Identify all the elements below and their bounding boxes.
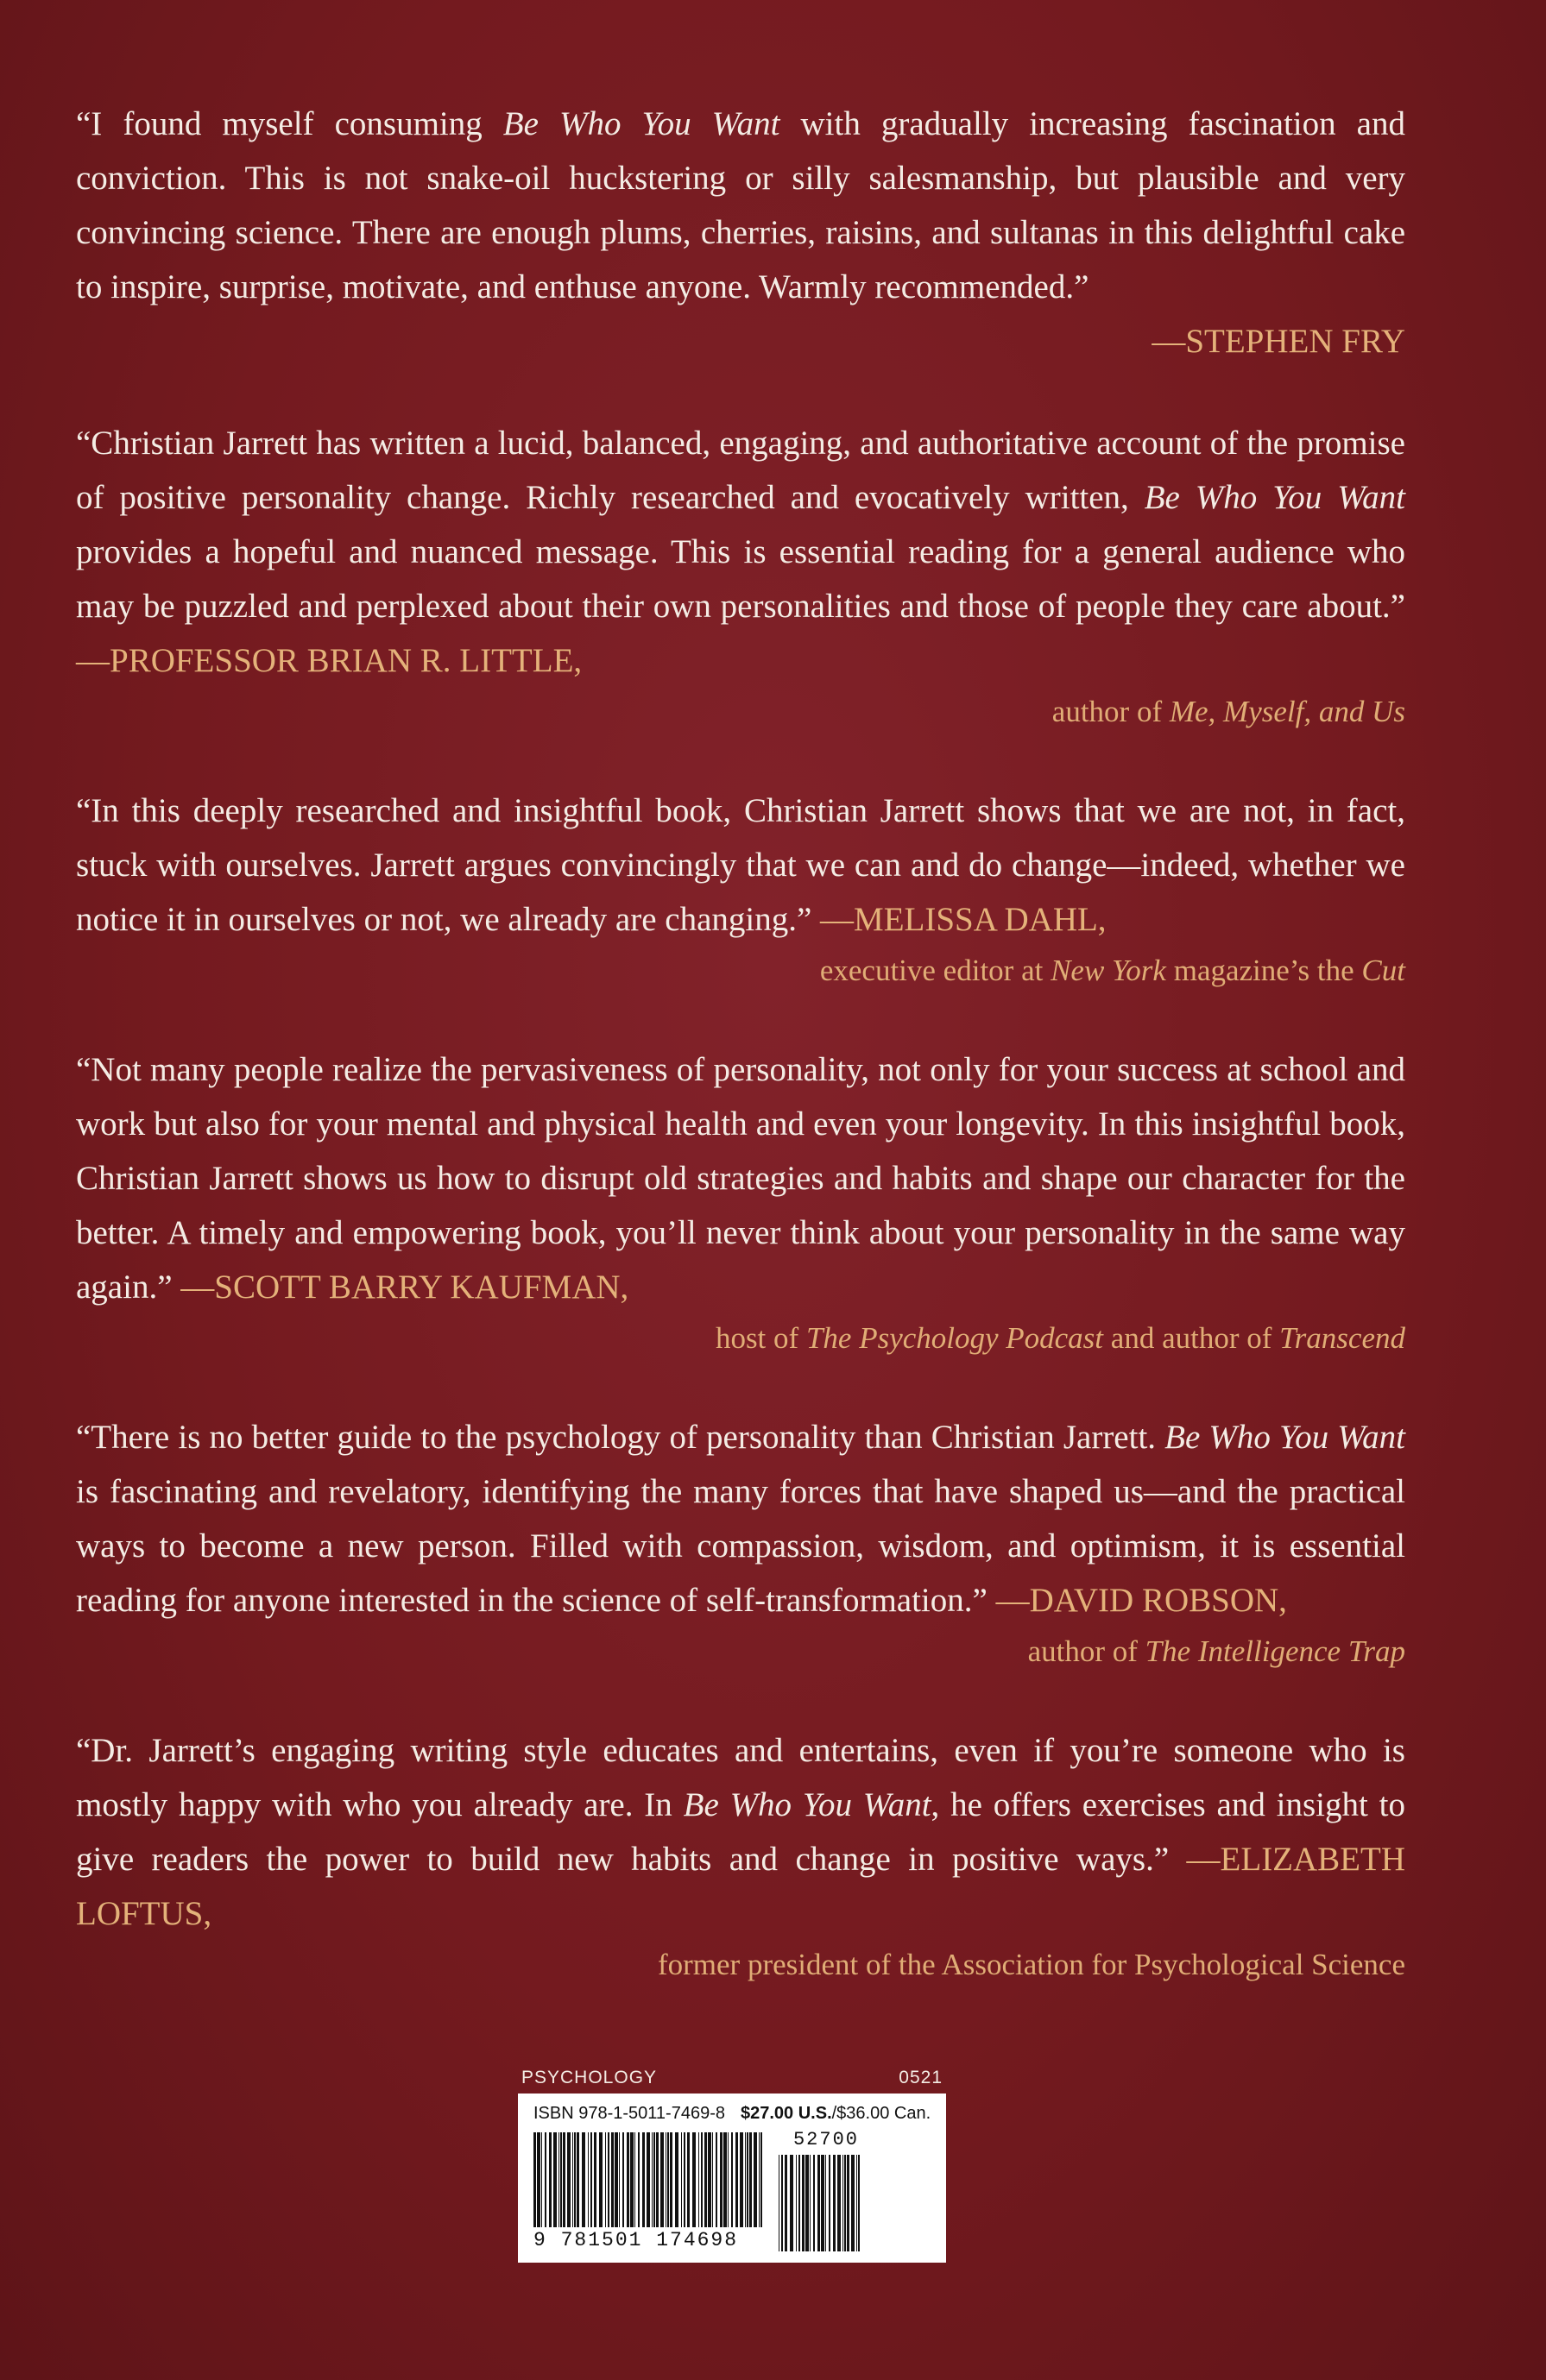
barcode-stripe — [533, 2132, 536, 2227]
barcode-stripe — [572, 2132, 573, 2227]
blurb-text: “Dr. Jarrett’s engaging writing style educates and entertains, even if you’re someone who is mostly happy with who you already are. In Be Who You Want, he offers exercises and insight to give readers the power to build new habits and change in positive ways.” —ELIZABETH LOFTUS, — [76, 1732, 1405, 1932]
barcode-stripe — [622, 2132, 624, 2227]
addon-digits: 52700 — [792, 2129, 859, 2150]
blurb-scott-barry-kaufman — [76, 1042, 1405, 1363]
barcode-stripe — [577, 2132, 579, 2227]
barcode-stripe — [675, 2132, 678, 2227]
isbn-number: ISBN 978-1-5011-7469-8 — [533, 2104, 725, 2123]
blurb-affiliation: author of Me, Myself, and Us — [1051, 695, 1405, 728]
barcode-stripe — [567, 2132, 571, 2227]
ean-barcode — [533, 2132, 763, 2251]
barcode-stripe — [805, 2155, 809, 2251]
barcode-stripe — [594, 2132, 596, 2227]
blurb-text: “There is no better guide to the psychology of personality than Christian Jarrett. Be Who You Want is fascinating and revelatory, identifying the many forces that have shaped us—and the practical ways to become a new person. Filled with compassion, wisdom, and optimism, it is essential reading for anyone interested in the science of self-transformation.” —DAVID ROBSON, — [76, 1419, 1405, 1619]
barcode-stripe — [720, 2132, 723, 2227]
blurb-stephen-fry — [76, 97, 1405, 368]
barcode-stripe — [687, 2132, 690, 2227]
blurb-signature: —DAVID ROBSON, — [995, 1582, 1287, 1619]
barcode-stripe — [817, 2155, 820, 2251]
barcode-stripe — [754, 2132, 757, 2227]
barcode-stripe — [802, 2155, 805, 2251]
blurb-affiliation: host of The Psychology Podcast and author of Transcend — [715, 1321, 1405, 1355]
barcode-stripe — [642, 2132, 645, 2227]
barcode-stripe — [537, 2132, 540, 2227]
barcode-stripe — [747, 2132, 748, 2227]
barcode-stripe — [549, 2132, 552, 2227]
blurb-text: “I found myself consuming Be Who You Want with gradually increasing fascination and conviction. This is not snake-oil huckstering or silly salesmanship, but plausible and very convincing science. There are enough plums, cherries, raisins, and sultanas in this delightful cake to inspire, surprise, motivate, and enthuse anyone. Warmly recommended.” — [76, 105, 1405, 305]
barcode-stripe — [837, 2155, 841, 2251]
blurb-elizabeth-loftus — [76, 1723, 1405, 1989]
barcode-stripe — [790, 2155, 793, 2251]
barcode-stripe — [681, 2132, 682, 2227]
barcode-stripe — [670, 2132, 672, 2227]
barcode-stripe — [735, 2132, 738, 2227]
barcode-stripe — [582, 2132, 585, 2227]
barcode-stripe — [638, 2132, 640, 2227]
blurb-signature: —MELISSA DAHL, — [820, 901, 1107, 938]
barcode-stripe — [759, 2132, 760, 2227]
barcode-stripe — [630, 2132, 634, 2227]
barcode-stripe — [851, 2155, 855, 2251]
barcode-stripe — [545, 2132, 546, 2227]
barcode-stripe — [844, 2155, 846, 2251]
barcode-stripe — [634, 2132, 635, 2227]
barcode-stripe — [728, 2132, 729, 2227]
barcode-stripe — [798, 2155, 800, 2251]
barcode-stripe — [760, 2132, 762, 2227]
barcode-header — [518, 2068, 946, 2094]
barcode-stripe — [667, 2132, 669, 2227]
category-code: 0521 — [899, 2068, 943, 2087]
blurb-brian-little — [76, 416, 1405, 736]
blurb-text: “Not many people realize the pervasiveness of personality, not only for your success at school and work but also for your mental and physical health and even your longevity. In this insightful book, Christian Jarrett shows us how to disrupt old strategies and habits and shape our character for the better. A timely and empowering book, you’ll never think about your personality in the same way again.” —SCOTT BARRY KAUFMAN, — [76, 1051, 1405, 1306]
barcode-stripe — [611, 2132, 614, 2227]
barcode-stripe — [553, 2132, 557, 2227]
barcode-panel — [518, 2094, 946, 2263]
blurb-signature: —STEPHEN FRY — [1152, 323, 1405, 360]
barcode-stripe — [656, 2132, 659, 2227]
barcode-stripe — [785, 2155, 787, 2251]
barcode-stripe — [833, 2155, 836, 2251]
barcode-stripe — [574, 2132, 576, 2227]
barcode-stripe — [588, 2132, 589, 2227]
barcode-stripe — [858, 2155, 860, 2251]
barcode-stripe — [716, 2132, 717, 2227]
blurb-affiliation: author of The Intelligence Trap — [1027, 1634, 1405, 1668]
barcode-stripe — [684, 2132, 685, 2227]
barcode-stripe — [660, 2132, 664, 2227]
barcode-stripe — [692, 2132, 696, 2227]
barcode-stripe — [708, 2132, 711, 2227]
barcode-stripe — [541, 2132, 542, 2227]
blurb-melissa-dahl — [76, 784, 1405, 995]
barcode-stripe — [740, 2132, 743, 2227]
barcode-stripe — [590, 2132, 592, 2227]
barcode-stripe — [627, 2132, 629, 2227]
barcode-stripe — [560, 2132, 562, 2227]
barcode-stripe — [563, 2132, 565, 2227]
barcode-stripe — [712, 2132, 713, 2227]
addon-bars-icon — [779, 2155, 861, 2251]
barcode-stripe — [821, 2155, 824, 2251]
barcode-stripe — [558, 2132, 559, 2227]
barcode-stripe — [701, 2132, 703, 2227]
barcode-stripe — [723, 2132, 727, 2227]
barcode-stripe — [615, 2132, 618, 2227]
barcode-stripe — [745, 2132, 746, 2227]
barcode-stripe — [842, 2155, 843, 2251]
isbn-line — [533, 2104, 931, 2124]
barcode-bars — [533, 2129, 931, 2251]
barcode-stripe — [653, 2132, 655, 2227]
barcode-stripe — [813, 2155, 815, 2251]
barcode-stripe — [781, 2155, 783, 2251]
barcode-stripe — [810, 2155, 811, 2251]
blurb-text: “Christian Jarrett has written a lucid, balanced, engaging, and authoritative account of the promise of positive personality change. Richly researched and evocatively written, Be Who You Want provides a hopeful and nuanced message. This is essential reading for a general audience who may be puzzled and perplexed about their own personalities and those of people they care about.” —PROFESSOR BRIAN R. LITTLE, — [76, 425, 1405, 679]
blurb-david-robson — [76, 1410, 1405, 1676]
blurb-list — [76, 97, 1405, 2037]
blurb-signature: —SCOTT BARRY KAUFMAN, — [180, 1269, 629, 1306]
barcode-block — [518, 2068, 946, 2263]
blurb-text: “In this deeply researched and insightful book, Christian Jarrett shows that we are not, in fact, stuck with ourselves. Jarrett argues convincingly that we can and do change—indeed, whether we notice it in ourselves or not, we already are changing.” —MELISSA DAHL, — [76, 792, 1405, 938]
blurb-affiliation: executive editor at New York magazine’s the Cut — [819, 954, 1405, 987]
addon-barcode — [779, 2129, 861, 2251]
barcode-stripe — [749, 2132, 752, 2227]
barcode-stripe — [619, 2132, 620, 2227]
barcode-stripe — [605, 2132, 606, 2227]
barcode-stripe — [652, 2132, 653, 2227]
barcode-stripe — [647, 2132, 650, 2227]
barcode-stripe — [608, 2132, 609, 2227]
blurb-affiliation: former president of the Association for Psychological Science — [657, 1948, 1405, 1981]
price-line: $27.00 U.S./$36.00 Can. — [741, 2104, 931, 2123]
barcode-stripe — [856, 2155, 857, 2251]
blurb-signature: —PROFESSOR BRIAN R. LITTLE, — [76, 642, 583, 679]
barcode-stripe — [847, 2155, 849, 2251]
blurb-signature: —ELIZABETH LOFTUS, — [76, 1841, 1405, 1932]
barcode-stripe — [796, 2155, 797, 2251]
barcode-stripe — [825, 2155, 826, 2251]
barcode-stripe — [698, 2132, 699, 2227]
barcode-digits: 9 781501 174698 — [533, 2229, 739, 2251]
ean-bars-icon — [533, 2132, 763, 2227]
barcode-stripe — [599, 2132, 603, 2227]
barcode-stripe — [731, 2132, 733, 2227]
barcode-stripe — [829, 2155, 830, 2251]
category-label: PSYCHOLOGY — [521, 2068, 658, 2087]
barcode-stripe — [704, 2132, 707, 2227]
